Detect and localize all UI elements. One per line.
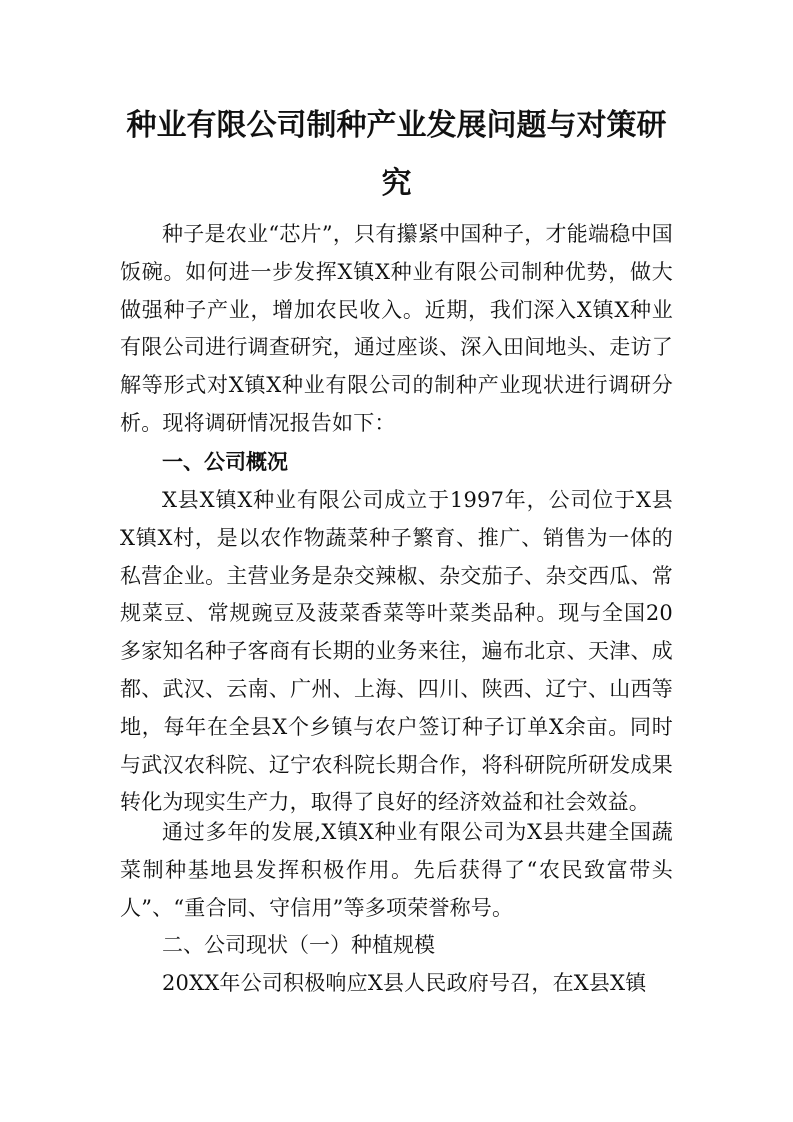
section-2-heading: 二、公司现状（一）种植规模: [162, 933, 435, 957]
document-title-line-2: 究: [381, 166, 412, 201]
section-1-paragraph-2: 通过多年的发展,X镇X种业有限公司为X县共建全国蔬菜制种基地县发挥积极作用。先后获得了“农民致富带头人”、“重合同、守信用”等多项荣誉称号。: [120, 820, 673, 920]
intro-paragraph: 种子是农业“芯片”，只有攥紧中国种子，才能端稳中国饭碗。如何进一步发挥X镇X种业有限公司制种优势，做大做强种子产业，增加农民收入。近期，我们深入X镇X种业有限公司进行调查研究，通过座谈、深入田间地头、走访了解等形式对X镇X种业有限公司的制种产业现状进行调研分析。现将调研情况报告如下：: [120, 222, 673, 435]
section-2-paragraph-1: 20XX年公司积极响应X县人民政府号召，在X县X镇: [162, 971, 647, 995]
section-1-paragraph-1: X县X镇X种业有限公司成立于1997年，公司位于X县X镇X村，是以农作物蔬菜种子繁育、推广、销售为一体的私营企业。主营业务是杂交辣椒、杂交茄子、杂交西瓜、常规菜豆、常规豌豆及菠菜香菜等叶菜类品种。现与全国20多家知名种子客商有长期的业务来往，遍布北京、天津、成都、武汉、云南、广州、上海、四川、陕西、辽宁、山西等地，每年在全县X个乡镇与农户签订种子订单X余亩。同时与武汉农科院、辽宁农科院长期合作，将科研院所研发成果转化为现实生产力，取得了良好的经济效益和社会效益。: [120, 488, 673, 815]
document-title-line-1: 种业有限公司制种产业发展问题与对策研: [126, 108, 667, 143]
section-1-heading: 一、公司概况: [162, 450, 288, 474]
